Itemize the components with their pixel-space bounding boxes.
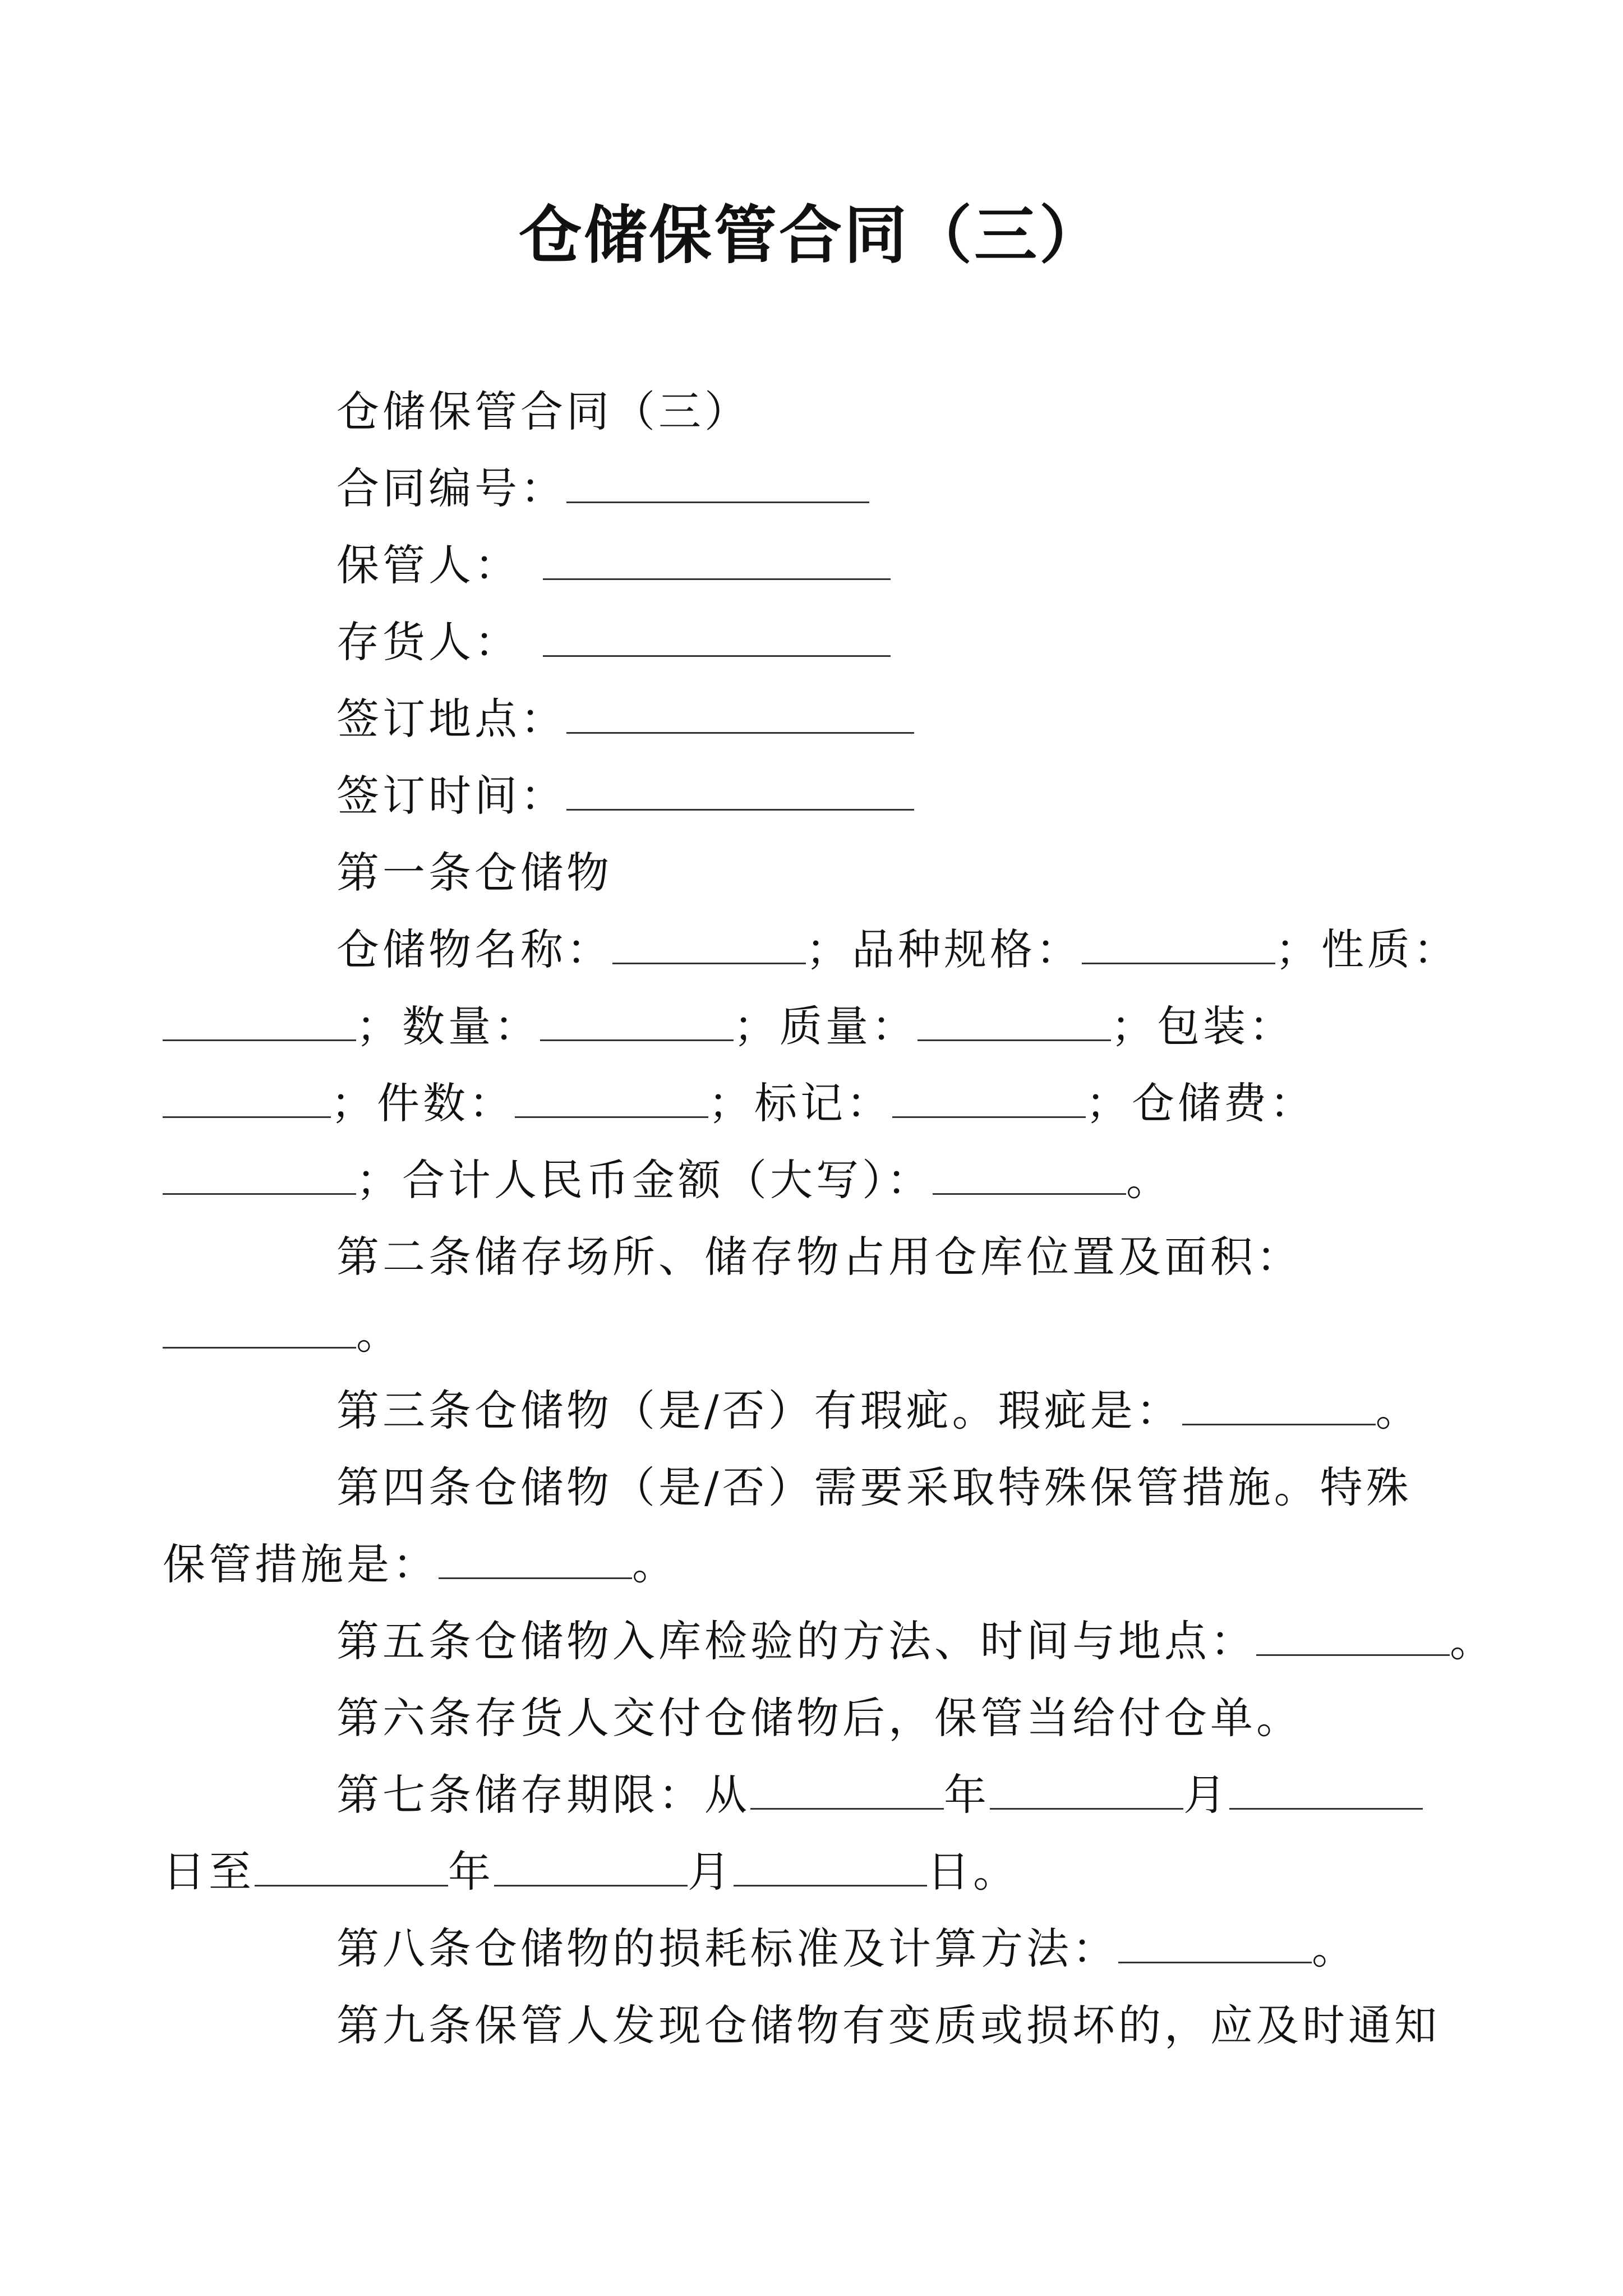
end-day-blank[interactable] [734, 1844, 927, 1887]
sign-time-blank[interactable] [566, 769, 914, 811]
location-blank[interactable] [163, 1306, 356, 1349]
sign-place-blank[interactable] [566, 692, 914, 734]
custodian-label: 保管人： [336, 540, 520, 590]
article-7-line-2: 日至 年 月 日。 [163, 1833, 1382, 1910]
article-5-line: 第五条仓储物入库检验的方法、时间与地点： 。 [250, 1603, 1382, 1680]
spec-blank[interactable] [1082, 922, 1275, 964]
total-amount-blank[interactable] [933, 1153, 1126, 1195]
depositor-line [250, 604, 1382, 680]
article-8-line: 第八条仓储物的损耗标准及计算方法： 。 [250, 1910, 1382, 1987]
depositor-blank[interactable] [543, 615, 891, 657]
end-month-blank[interactable] [494, 1844, 688, 1887]
article-1-line-2: ；数量： ；质量： ；包装： [163, 988, 1295, 1065]
custodian-blank[interactable] [543, 538, 891, 580]
article-1-line-1: 仓储物名称： ；品种规格： ；性质： [250, 911, 1382, 988]
article-1-line-4: ；合计人民币金额（大写）： 。 [163, 1142, 1295, 1218]
loss-standard-blank[interactable] [1118, 1921, 1312, 1963]
sign-time-label: 签订时间： [336, 771, 566, 821]
document-title: 仓储保管合同（三） [519, 199, 1104, 272]
subtitle-line: 仓储保管合同（三） [336, 386, 750, 436]
end-year-blank[interactable] [255, 1844, 448, 1887]
contract-number-line [250, 450, 1382, 527]
item-name-blank[interactable] [612, 922, 806, 964]
custodian-line [250, 527, 1382, 604]
article-1-heading: 第一条仓储物 [336, 848, 612, 898]
defect-blank[interactable] [1182, 1383, 1376, 1425]
mark-blank[interactable] [892, 1076, 1086, 1118]
article-1-line-3: ；件数： ；标记： ；仓储费： [163, 1065, 1295, 1142]
article-3-line: 第三条仓储物（是/否）有瑕疵。瑕疵是： 。 [250, 1372, 1382, 1449]
article-4-line-2: 保管措施是： 。 [163, 1526, 1382, 1603]
pieces-blank[interactable] [515, 1076, 708, 1118]
article-6-line: 第六条存货人交付仓储物后，保管当给付仓单。 [336, 1693, 1302, 1743]
quality-blank[interactable] [917, 999, 1111, 1041]
article-2-line-2: 。 [163, 1295, 1382, 1372]
depositor-label: 存货人： [336, 617, 520, 667]
fee-blank[interactable] [163, 1153, 356, 1195]
contract-body [163, 373, 1496, 2064]
contract-number-blank[interactable] [566, 461, 869, 503]
start-month-blank[interactable] [990, 1768, 1183, 1810]
contract-number-label: 合同编号： [336, 463, 566, 513]
article-2-line-1: 第二条储存场所、储存物占用仓库位置及面积： [336, 1232, 1302, 1282]
nature-blank[interactable] [163, 999, 356, 1041]
article-4-line-1: 第四条仓储物（是/否）需要采取特殊保管措施。特殊 [336, 1462, 1412, 1512]
sign-place-line [250, 680, 1382, 757]
start-day-blank[interactable] [1229, 1768, 1423, 1810]
quantity-blank[interactable] [540, 999, 734, 1041]
article-7-line-1: 第七条储存期限：从 年 月 [250, 1756, 1382, 1833]
packaging-blank[interactable] [163, 1076, 331, 1118]
start-year-blank[interactable] [750, 1768, 944, 1810]
inspection-blank[interactable] [1256, 1614, 1450, 1656]
sign-place-label: 签订地点： [336, 694, 566, 744]
sign-time-line [250, 757, 1382, 834]
special-measures-blank[interactable] [439, 1537, 632, 1579]
article-9-line: 第九条保管人发现仓储物有变质或损坏的，应及时通知 [336, 2000, 1440, 2050]
